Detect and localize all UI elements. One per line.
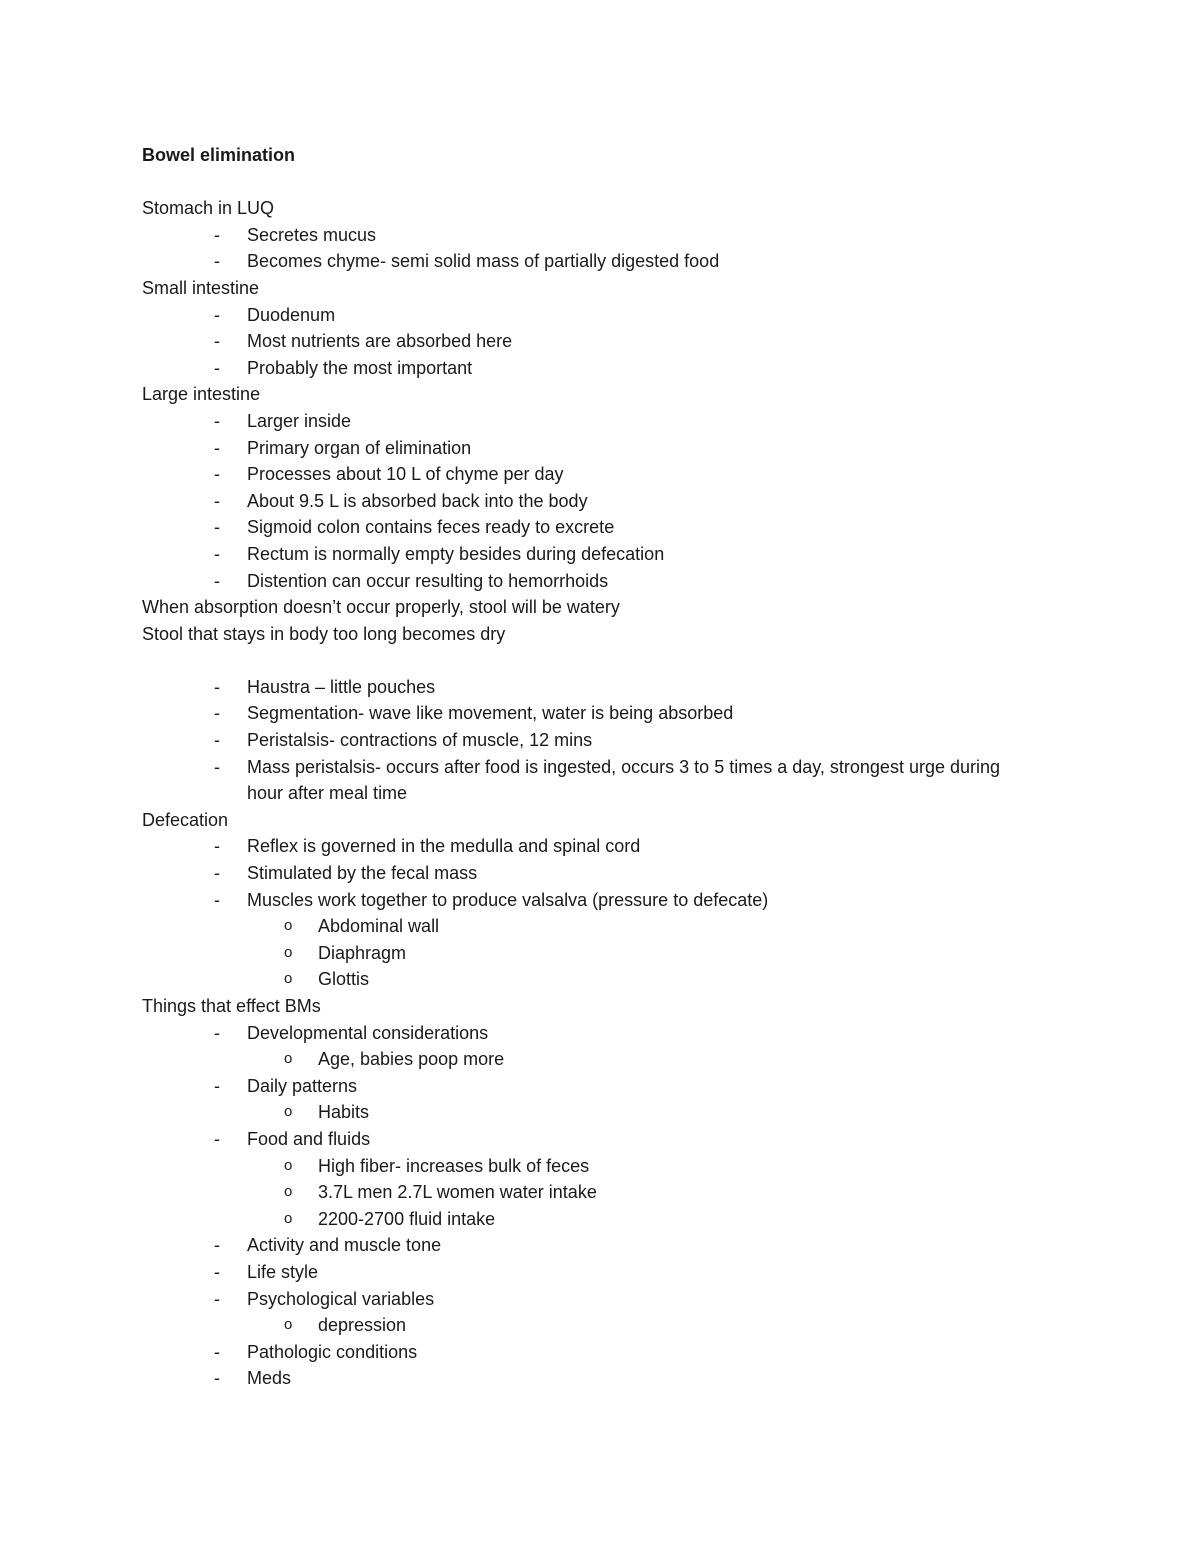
blank-line xyxy=(142,169,1042,196)
section-heading-defecation: Defecation xyxy=(142,809,229,830)
section-heading-effects: Things that effect BMs xyxy=(142,996,321,1016)
list-item: - Distention can occur resulting to hemorrhoids xyxy=(142,568,1042,595)
section-heading-large-intestine: Large intestine xyxy=(142,384,261,405)
section-heading-small-intestine: Small intestine xyxy=(142,277,260,298)
list-item: - Processes about 10 L of chyme per day xyxy=(142,461,1042,488)
dash-bullet: - xyxy=(214,251,220,272)
list-item: - Stimulated by the fecal mass xyxy=(142,860,1042,887)
circle-bullet: o xyxy=(284,1316,293,1334)
dash-bullet: - xyxy=(214,1368,220,1389)
note-line: Stool that stays in body too long becomes dry xyxy=(142,623,506,644)
dash-bullet: - xyxy=(214,570,220,591)
list-item: - Mass peristalsis- occurs after food is ingested, occurs 3 to 5 times a day, strongest urge during hour after meal time xyxy=(142,754,1007,807)
list-item: - Psychological variables xyxy=(142,1286,1042,1313)
list-item: - Reflex is governed in the medulla and spinal cord xyxy=(142,833,1042,860)
list-item: - Duodenum xyxy=(142,302,1042,329)
section-heading-stomach: Stomach in LUQ xyxy=(142,198,275,219)
sub-list-item: o 3.7L men 2.7L women water intake xyxy=(142,1179,1042,1206)
list-item: - Pathologic conditions xyxy=(142,1339,1042,1366)
sub-list-item: o Diaphragm xyxy=(142,940,1042,967)
dash-bullet: - xyxy=(214,224,220,245)
dash-bullet: - xyxy=(214,889,220,910)
dash-bullet: - xyxy=(214,1261,220,1282)
dash-bullet: - xyxy=(214,464,220,485)
circle-bullet: o xyxy=(284,943,293,961)
dash-bullet: - xyxy=(214,1341,220,1362)
sub-list-item: o depression xyxy=(142,1312,1042,1339)
sub-list-item: o Abdominal wall xyxy=(142,913,1042,940)
list-item: - Primary organ of elimination xyxy=(142,435,1042,462)
dash-bullet: - xyxy=(214,490,220,511)
dash-bullet: - xyxy=(214,836,220,857)
list-item: - Activity and muscle tone xyxy=(142,1232,1042,1259)
dash-bullet: - xyxy=(214,437,220,458)
list-item: - Haustra – little pouches xyxy=(142,674,1042,701)
list-item: - Larger inside xyxy=(142,408,1042,435)
list-item: - Most nutrients are absorbed here xyxy=(142,328,1042,355)
list-item: - Probably the most important xyxy=(142,355,1042,382)
document-body xyxy=(142,142,1042,1392)
list-item: - Secretes mucus xyxy=(142,222,1042,249)
dash-bullet: - xyxy=(214,1022,220,1043)
sub-list-item: o Age, babies poop more xyxy=(142,1046,1042,1073)
dash-bullet: - xyxy=(214,676,220,697)
dash-bullet: - xyxy=(214,1128,220,1149)
dash-bullet: - xyxy=(214,304,220,325)
list-item: - Muscles work together to produce valsalva (pressure to defecate) xyxy=(142,887,1042,914)
circle-bullet: o xyxy=(284,1050,293,1068)
note-line: When absorption doesn’t occur properly, stool will be watery xyxy=(142,597,620,618)
circle-bullet: o xyxy=(284,1156,293,1174)
list-item: - Rectum is normally empty besides during defecation xyxy=(142,541,1042,568)
dash-bullet: - xyxy=(214,357,220,378)
document-title: Bowel elimination xyxy=(142,145,296,165)
dash-bullet: - xyxy=(214,331,220,352)
dash-bullet: - xyxy=(214,410,220,431)
dash-bullet: - xyxy=(214,730,220,751)
dash-bullet: - xyxy=(214,1075,220,1096)
sub-list-item: o 2200-2700 fluid intake xyxy=(142,1206,1042,1233)
dash-bullet: - xyxy=(214,517,220,538)
circle-bullet: o xyxy=(284,1209,293,1227)
dash-bullet: - xyxy=(214,756,220,777)
dash-bullet: - xyxy=(214,543,220,564)
dash-bullet: - xyxy=(214,1235,220,1256)
list-item: - Food and fluids xyxy=(142,1126,1042,1153)
blank-line xyxy=(142,647,1042,674)
dash-bullet: - xyxy=(214,1288,220,1309)
list-item: - Meds xyxy=(142,1365,1042,1392)
dash-bullet: - xyxy=(214,863,220,884)
list-item: - Developmental considerations xyxy=(142,1020,1042,1047)
list-item: - Sigmoid colon contains feces ready to excrete xyxy=(142,514,1042,541)
circle-bullet: o xyxy=(284,970,293,988)
sub-list-item: o High fiber- increases bulk of feces xyxy=(142,1153,1042,1180)
list-item: - Peristalsis- contractions of muscle, 12 mins xyxy=(142,727,1042,754)
list-item: - Daily patterns xyxy=(142,1073,1042,1100)
list-item: - Segmentation- wave like movement, water is being absorbed xyxy=(142,700,1042,727)
list-item: - About 9.5 L is absorbed back into the body xyxy=(142,488,1042,515)
list-item: - Life style xyxy=(142,1259,1042,1286)
sub-list-item: o Habits xyxy=(142,1099,1042,1126)
circle-bullet: o xyxy=(284,917,293,935)
dash-bullet: - xyxy=(214,703,220,724)
list-item: - Becomes chyme- semi solid mass of partially digested food xyxy=(142,248,1042,275)
circle-bullet: o xyxy=(284,1103,293,1121)
sub-list-item: o Glottis xyxy=(142,966,1042,993)
circle-bullet: o xyxy=(284,1183,293,1201)
